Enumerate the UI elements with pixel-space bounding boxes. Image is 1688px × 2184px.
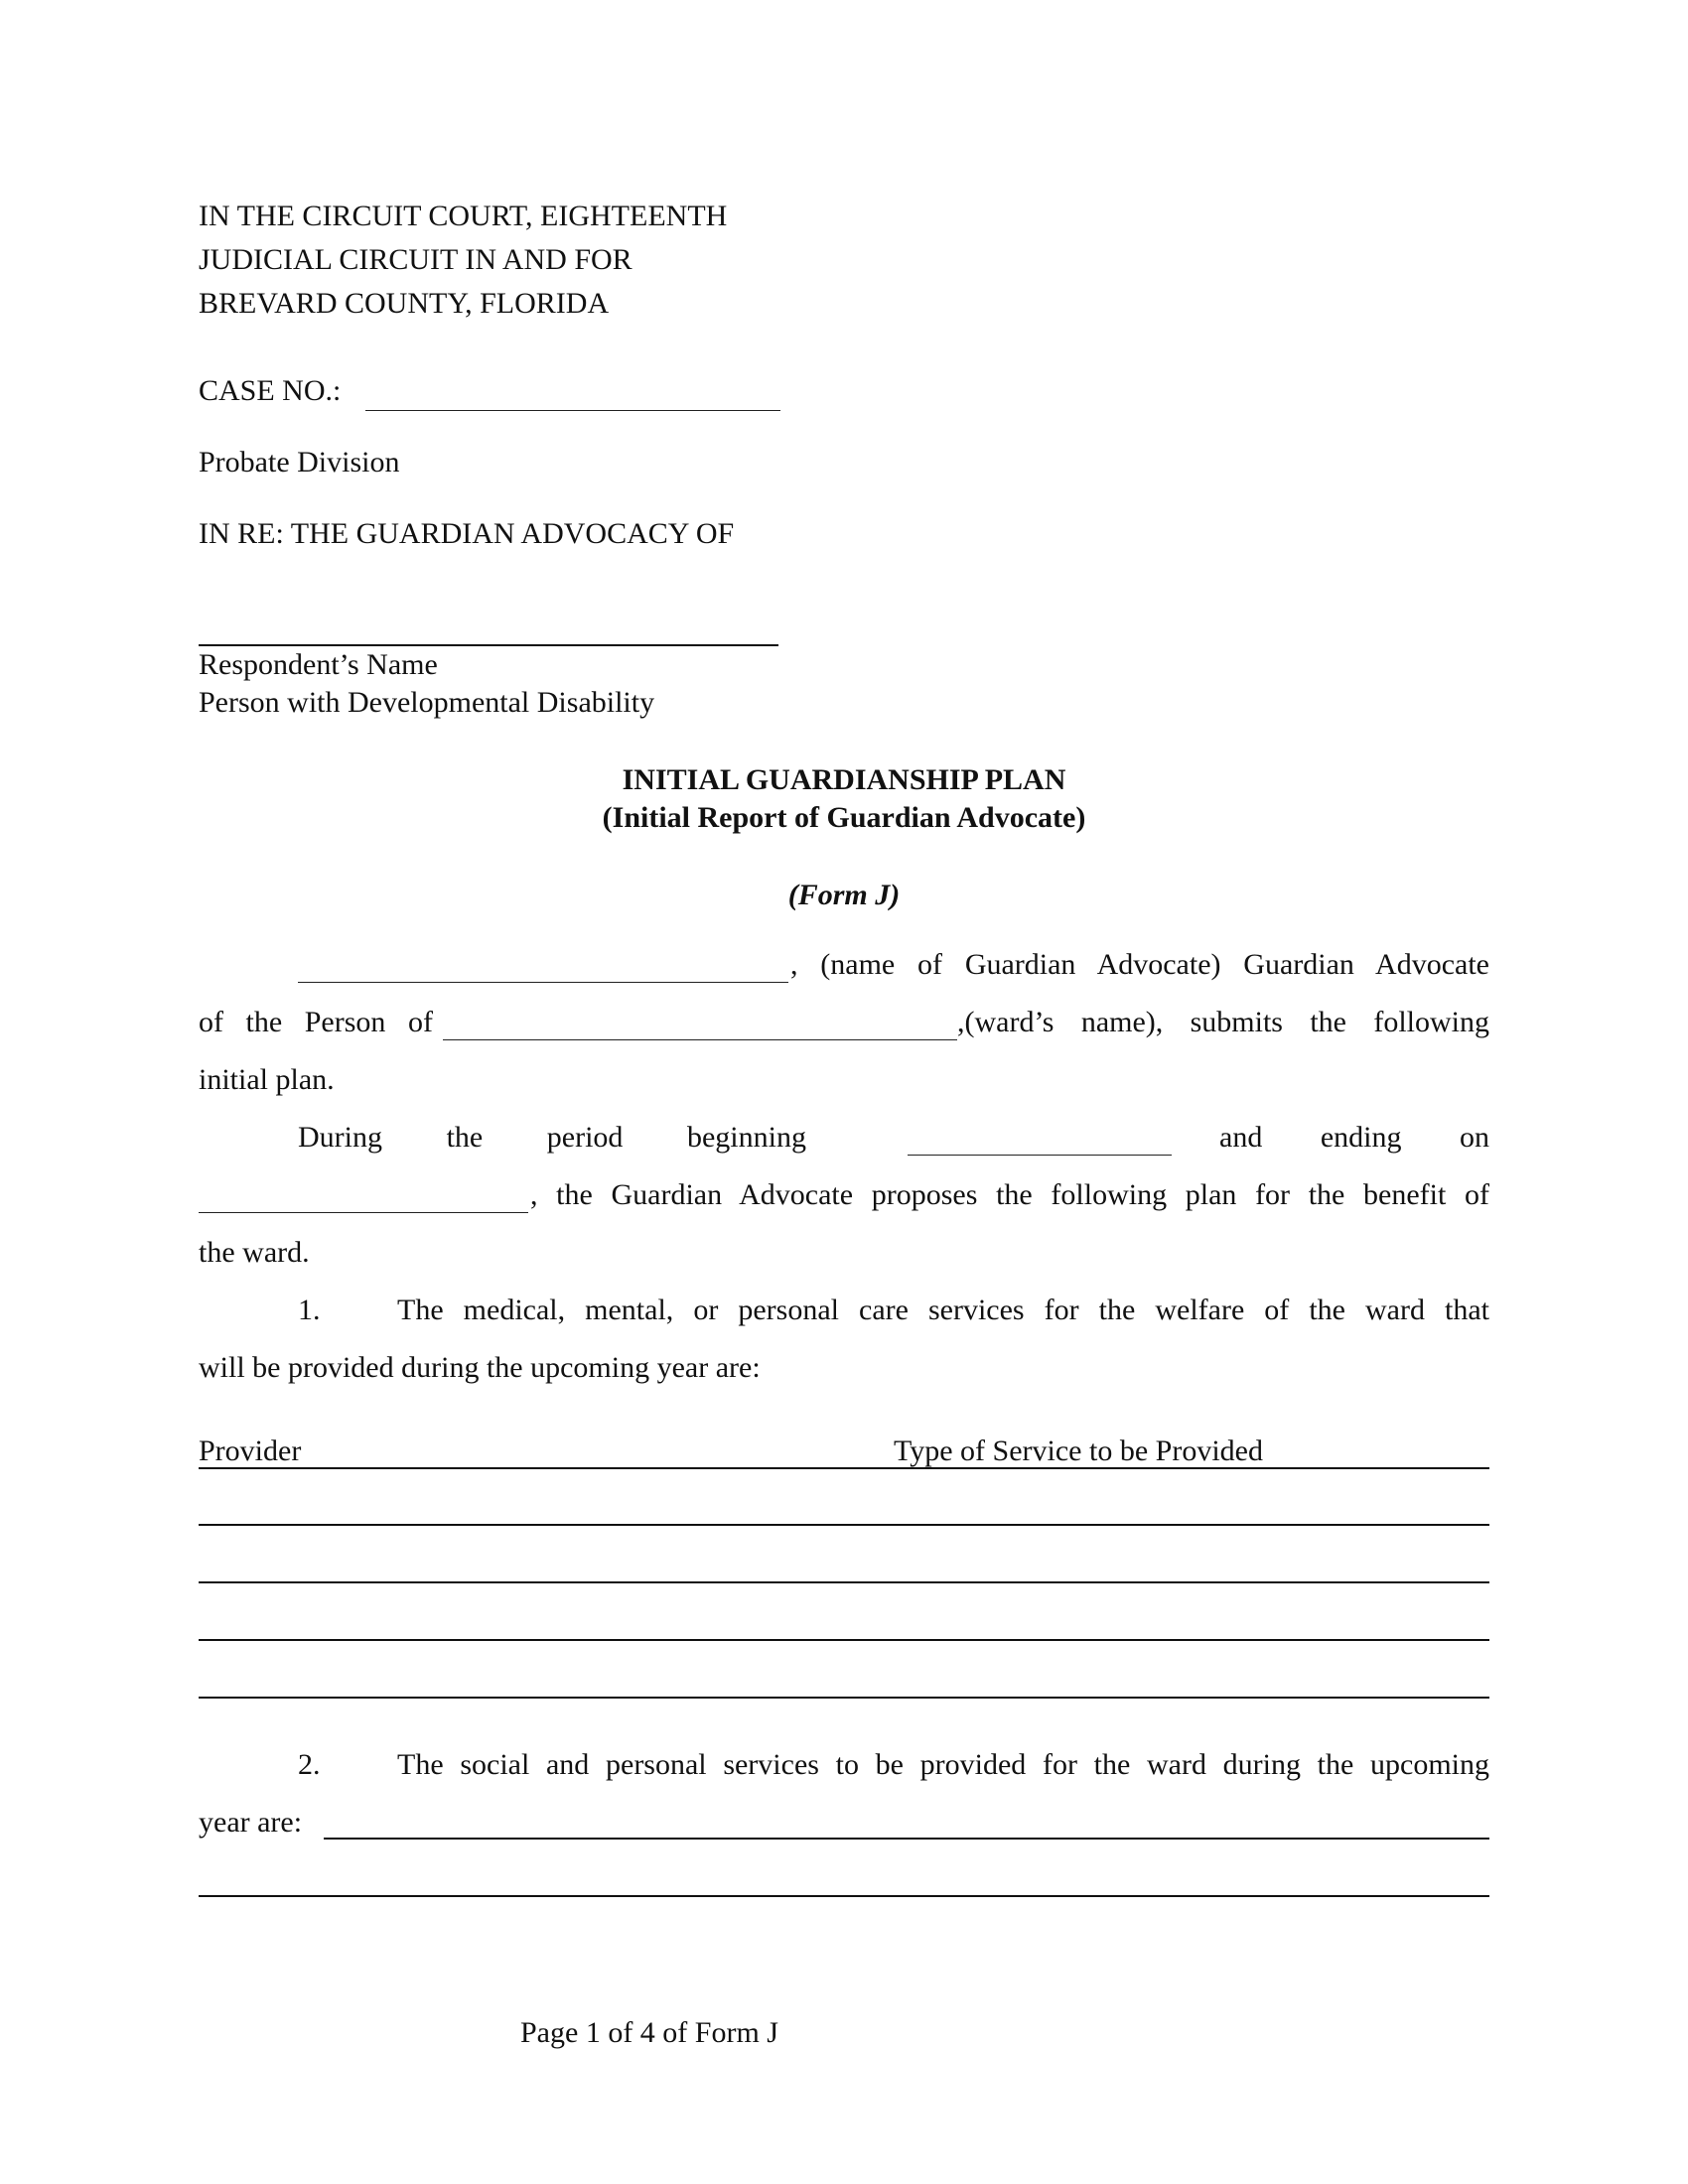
period-word-during: During <box>298 1121 382 1154</box>
begin-date-underline <box>908 1155 1172 1156</box>
period-word-period: period <box>546 1121 624 1154</box>
guardian-name-field[interactable] <box>298 945 788 981</box>
guardian-name-underline <box>298 982 788 983</box>
intro-line-3: initial plan. <box>199 1063 335 1096</box>
court-name-line-1: IN THE CIRCUIT COURT, EIGHTEENTH <box>199 200 728 232</box>
case-number-field[interactable] <box>365 371 780 407</box>
end-date-field[interactable] <box>199 1175 528 1211</box>
period-word-the: the <box>446 1121 484 1154</box>
period-word-ending: ending <box>1320 1121 1402 1154</box>
ward-name-underline <box>443 1039 957 1040</box>
item-2-text-line-1: The social and personal services to be provided for the ward during the upcoming <box>397 1748 1489 1781</box>
service-row[interactable] <box>199 1545 1489 1580</box>
item-1-text-line-1: The medical, mental, or personal care services for the welfare of the ward that <box>397 1294 1489 1326</box>
social-services-underline-2 <box>199 1895 1489 1897</box>
form-label: (Form J) <box>787 879 901 911</box>
respondent-name-field[interactable] <box>199 606 778 641</box>
service-row[interactable] <box>199 1660 1489 1696</box>
service-row-line <box>199 1639 1489 1641</box>
page-number-footer: Page 1 of 4 of Form J <box>520 2016 778 2049</box>
respondent-name-label: Respondent’s Name <box>199 648 438 681</box>
intro-line-2-words <box>199 1005 433 1040</box>
item-2-number: 2. <box>298 1748 321 1781</box>
period-word-beginning: beginning <box>686 1121 806 1154</box>
social-services-field-2[interactable] <box>199 1858 1489 1894</box>
item-1-text-line-2: will be provided during the upcoming year are: <box>199 1351 761 1384</box>
begin-date-field[interactable] <box>908 1118 1172 1154</box>
court-name-line-2: JUDICIAL CIRCUIT IN AND FOR <box>199 243 633 276</box>
ward-name-field[interactable] <box>443 1003 957 1038</box>
period-word-on: on <box>1459 1121 1489 1154</box>
social-services-field-1[interactable] <box>324 1801 1489 1837</box>
column-header-underline <box>199 1467 1489 1469</box>
end-date-underline <box>199 1212 528 1213</box>
service-row[interactable] <box>199 1487 1489 1523</box>
form-title: INITIAL GUARDIANSHIP PLAN <box>622 763 1066 796</box>
period-word-and: and <box>1219 1121 1263 1154</box>
item-1-number: 1. <box>298 1294 321 1326</box>
provider-column-header: Provider <box>199 1434 302 1467</box>
case-number-underline <box>365 410 780 411</box>
service-row-line <box>199 1697 1489 1699</box>
social-services-underline-1 <box>324 1838 1489 1840</box>
case-number-label: CASE NO.: <box>199 374 342 407</box>
period-line-1-end <box>1219 1120 1489 1156</box>
intro-word-the: the <box>245 1006 283 1038</box>
form-subtitle: (Initial Report of Guardian Advocate) <box>602 801 1086 834</box>
item-2-year-label: year are: <box>199 1806 303 1839</box>
service-row[interactable] <box>199 1602 1489 1638</box>
service-row-line <box>199 1581 1489 1583</box>
intro-word-of-2: of <box>407 1006 433 1038</box>
court-name-line-3: BREVARD COUNTY, FLORIDA <box>199 287 610 320</box>
service-row-line <box>199 1524 1489 1526</box>
respondent-name-underline <box>199 644 778 646</box>
intro-line-1: , (name of Guardian Advocate) Guardian Advocate <box>790 948 1489 981</box>
period-line-1-words <box>298 1120 806 1156</box>
period-line-2: , the Guardian Advocate proposes the following plan for the benefit of <box>530 1178 1489 1211</box>
intro-line-2-end: ,(ward’s name), submits the following <box>957 1006 1489 1038</box>
service-column-header: Type of Service to be Provided <box>894 1434 1263 1467</box>
division-label: Probate Division <box>199 446 400 478</box>
intro-word-of: of <box>199 1006 223 1038</box>
respondent-sublabel: Person with Developmental Disability <box>199 686 655 719</box>
period-line-3: the ward. <box>199 1236 310 1269</box>
in-re-caption: IN RE: THE GUARDIAN ADVOCACY OF <box>199 517 735 550</box>
intro-word-person: Person <box>304 1006 386 1038</box>
